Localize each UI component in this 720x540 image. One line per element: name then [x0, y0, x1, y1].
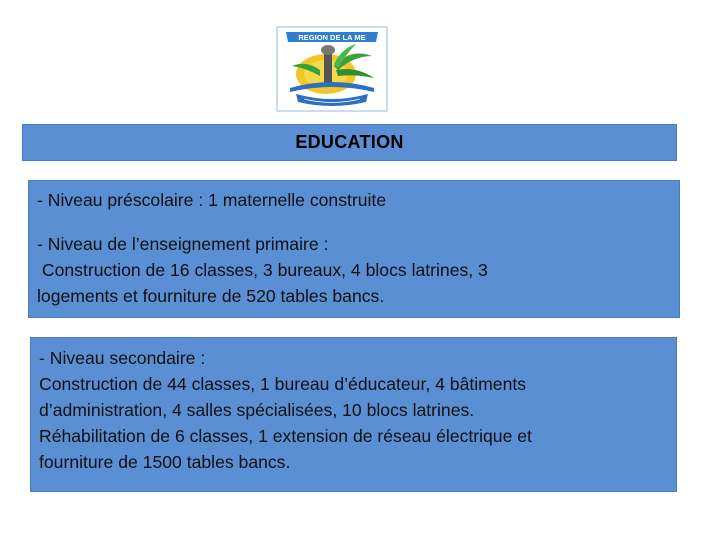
section-title: EDUCATION	[295, 132, 404, 152]
preschool-line: - Niveau préscolaire : 1 maternelle construite	[37, 190, 387, 210]
primary-heading: - Niveau de l’enseignement primaire :	[37, 234, 329, 254]
section-title-bar	[22, 124, 677, 161]
secondary-detail-line: Construction de 44 classes, 1 bureau d’éducateur, 4 bâtiments	[39, 374, 527, 394]
region-logo	[276, 26, 388, 112]
secondary-box	[30, 337, 677, 492]
secondary-detail-line: d’administration, 4 salles spécialisées, 10 blocs latrines.	[39, 400, 475, 420]
secondary-detail-line: fourniture de 1500 tables bancs.	[39, 452, 291, 472]
primary-detail-line: logements et fourniture de 520 tables bancs.	[37, 286, 385, 306]
secondary-heading: - Niveau secondaire :	[39, 348, 206, 368]
preschool-primary-box	[28, 180, 680, 318]
spacer	[37, 213, 671, 231]
secondary-detail-line: Réhabilitation de 6 classes, 1 extension de réseau électrique et	[39, 426, 532, 446]
primary-detail-line: Construction de 16 classes, 3 bureaux, 4 blocs latrines, 3	[37, 260, 488, 280]
logo-text: REGION DE LA ME	[298, 33, 366, 42]
